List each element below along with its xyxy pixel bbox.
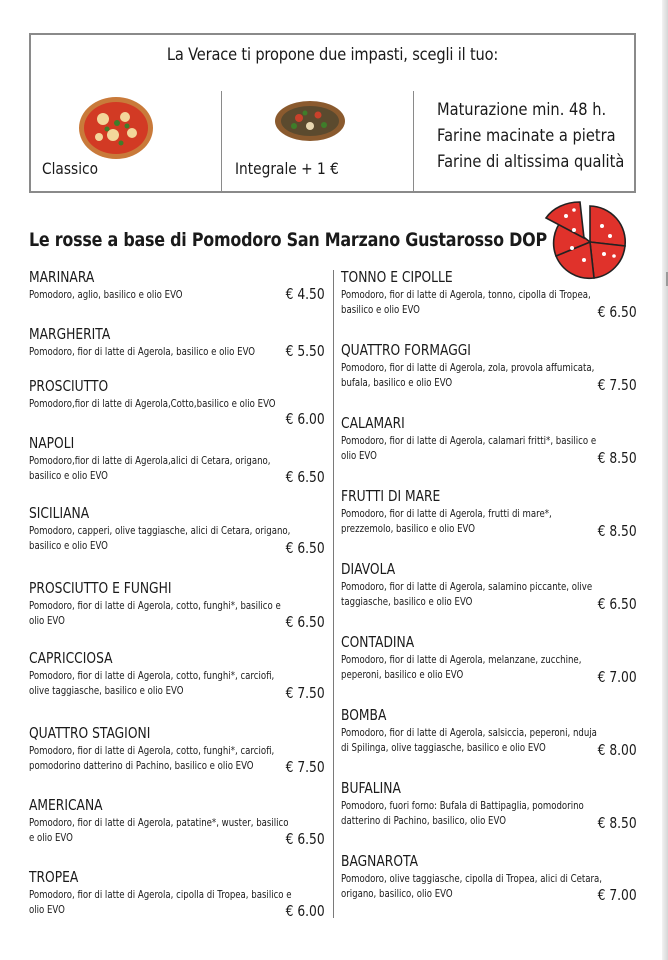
- page-edge-scrollbar: [662, 0, 668, 960]
- menu-item: [341, 341, 637, 414]
- dough-option-classico: Classico: [42, 159, 99, 178]
- menu-item: [29, 649, 325, 724]
- menu-item: [29, 434, 325, 504]
- dough-features-list: [437, 97, 624, 175]
- menu-item-name: AMERICANA: [29, 796, 103, 814]
- menu-item-price: € 7.50: [285, 758, 325, 776]
- menu-item-name: TONNO E CIPOLLE: [341, 268, 453, 286]
- menu-item-price: € 8.50: [597, 814, 637, 832]
- wholegrain-pizza-icon: [274, 99, 346, 143]
- classic-pizza-icon: [77, 93, 155, 159]
- menu-item-price: € 7.00: [597, 886, 637, 904]
- menu-item-price: € 6.00: [285, 410, 325, 428]
- menu-item: [29, 504, 325, 579]
- menu-item-description: Pomodoro,fior di latte di Agerola,alici di Cetara, origano, basilico e olio EVO: [29, 454, 271, 482]
- menu-item-description: Pomodoro, fior di latte di Agerola, tonno, cipolla di Tropea, basilico e olio EVO: [341, 288, 591, 316]
- menu-item-name: PROSCIUTTO E FUNGHI: [29, 579, 172, 597]
- dough-divider: [413, 91, 414, 191]
- menu-item-price: € 8.00: [597, 741, 637, 759]
- menu-item-price: € 6.50: [285, 468, 325, 486]
- menu-column-left: [29, 268, 325, 928]
- menu-item-description: Pomodoro, fior di latte di Agerola, zola, provola affumicata, bufala, basilico e olio EVO: [341, 361, 595, 389]
- menu-item-price: € 6.00: [285, 902, 325, 920]
- menu-item: [341, 852, 637, 912]
- menu-item-name: BUFALINA: [341, 779, 401, 797]
- dough-feature: Maturazione min. 48 h.: [437, 100, 607, 120]
- menu-item: [29, 868, 325, 928]
- menu-item-name: QUATTRO FORMAGGI: [341, 341, 471, 359]
- dough-feature: Farine macinate a pietra: [437, 126, 616, 146]
- menu-item: [341, 268, 637, 341]
- menu-item-price: € 4.50: [285, 285, 325, 303]
- menu-item: [29, 325, 325, 377]
- menu-item-name: MARINARA: [29, 268, 95, 286]
- menu-item-description: Pomodoro, fior di latte di Agerola, melanzane, zucchine, peperoni, basilico e olio EVO: [341, 653, 582, 681]
- menu-item-name: NAPOLI: [29, 434, 75, 452]
- menu-item-price: € 8.50: [597, 449, 637, 467]
- menu-item-description: Pomodoro, aglio, basilico e olio EVO: [29, 288, 183, 301]
- menu-item-description: Pomodoro, fior di latte di Agerola, cipolla di Tropea, basilico e olio EVO: [29, 888, 292, 916]
- menu-item-name: MARGHERITA: [29, 325, 111, 343]
- menu-item: [341, 633, 637, 706]
- menu-item: [341, 487, 637, 560]
- menu-item: [29, 377, 325, 434]
- menu-item-price: € 6.50: [285, 613, 325, 631]
- menu-item-price: € 6.50: [285, 539, 325, 557]
- menu-item-description: Pomodoro, fior di latte di Agerola, basilico e olio EVO: [29, 345, 256, 358]
- menu-item-description: Pomodoro, fior di latte di Agerola, cotto, funghi*, basilico e olio EVO: [29, 599, 281, 627]
- menu-item-price: € 7.50: [597, 376, 637, 394]
- dough-options-title: La Verace ti propone due impasti, scegli il tuo:: [166, 45, 499, 65]
- menu-item-price: € 6.50: [597, 303, 637, 321]
- menu-item: [341, 560, 637, 633]
- menu-item: [341, 414, 637, 487]
- menu-item-name: TROPEA: [29, 868, 79, 886]
- dough-divider: [221, 91, 222, 191]
- menu-item-description: Pomodoro, fior di latte di Agerola, frutti di mare*, prezzemolo, basilico e olio EVO: [341, 507, 552, 535]
- menu-item-name: DIAVOLA: [341, 560, 396, 578]
- menu-item-description: Pomodoro, fuori forno: Bufala di Battipaglia, pomodorino datterino di Pachino, basilico, olio EVO: [341, 799, 584, 827]
- menu-item-price: € 6.50: [285, 830, 325, 848]
- menu-item-description: Pomodoro, fior di latte di Agerola, cotto, funghi*, carciofi, olive taggiasche, basilico e olio EVO: [29, 669, 275, 697]
- menu-item-description: Pomodoro, fior di latte di Agerola, salamino piccante, olive taggiasche, basilico e olio EVO: [341, 580, 593, 608]
- menu-item-name: BOMBA: [341, 706, 387, 724]
- menu-item-name: BAGNAROTA: [341, 852, 418, 870]
- menu-item: [341, 706, 637, 779]
- menu-item-description: Pomodoro,fior di latte di Agerola,Cotto,basilico e olio EVO: [29, 397, 276, 410]
- menu-item-name: CONTADINA: [341, 633, 415, 651]
- menu-item-name: SICILIANA: [29, 504, 90, 522]
- menu-item-price: € 8.50: [597, 522, 637, 540]
- menu-item-description: Pomodoro, fior di latte di Agerola, salsiccia, peperoni, nduja di Spilinga, olive taggiasche, basilico e olio EVO: [341, 726, 597, 754]
- menu-item: [29, 579, 325, 649]
- menu-item: [29, 796, 325, 868]
- menu-item-description: Pomodoro, fior di latte di Agerola, cotto, funghi*, carciofi, pomodorino datterino di Pachino, basilico e olio EVO: [29, 744, 275, 772]
- menu-column-right: [341, 268, 637, 912]
- menu-item-description: Pomodoro, fior di latte di Agerola, patatine*, wuster, basilico e olio EVO: [29, 816, 289, 844]
- menu-item-name: CAPRICCIOSA: [29, 649, 113, 667]
- menu-item-description: Pomodoro, olive taggiasche, cipolla di Tropea, alici di Cetara, origano, basilico, olio EVO: [341, 872, 603, 900]
- menu-item-name: PROSCIUTTO: [29, 377, 109, 395]
- menu-item-description: Pomodoro, fior di latte di Agerola, calamari fritti*, basilico e olio EVO: [341, 434, 597, 462]
- menu-item-name: CALAMARI: [341, 414, 405, 432]
- section-title: Le rosse a base di Pomodoro San Marzano Gustarosso DOP: [29, 229, 547, 251]
- menu-item-price: € 7.50: [285, 684, 325, 702]
- dough-option-integrale: Integrale + 1 €: [235, 159, 339, 178]
- menu-item-price: € 5.50: [285, 342, 325, 360]
- menu-item-price: € 6.50: [597, 595, 637, 613]
- dough-feature: Farine di altissima qualità: [437, 152, 625, 172]
- column-divider: [333, 270, 334, 918]
- menu-item: [341, 779, 637, 852]
- menu-item-description: Pomodoro, capperi, olive taggiasche, alici di Cetara, origano, basilico e olio EVO: [29, 524, 291, 552]
- menu-item-price: € 7.00: [597, 668, 637, 686]
- menu-item-name: QUATTRO STAGIONI: [29, 724, 151, 742]
- dough-options-box: [29, 33, 636, 193]
- menu-item-name: FRUTTI DI MARE: [341, 487, 441, 505]
- menu-item: [29, 724, 325, 796]
- menu-item: [29, 268, 325, 325]
